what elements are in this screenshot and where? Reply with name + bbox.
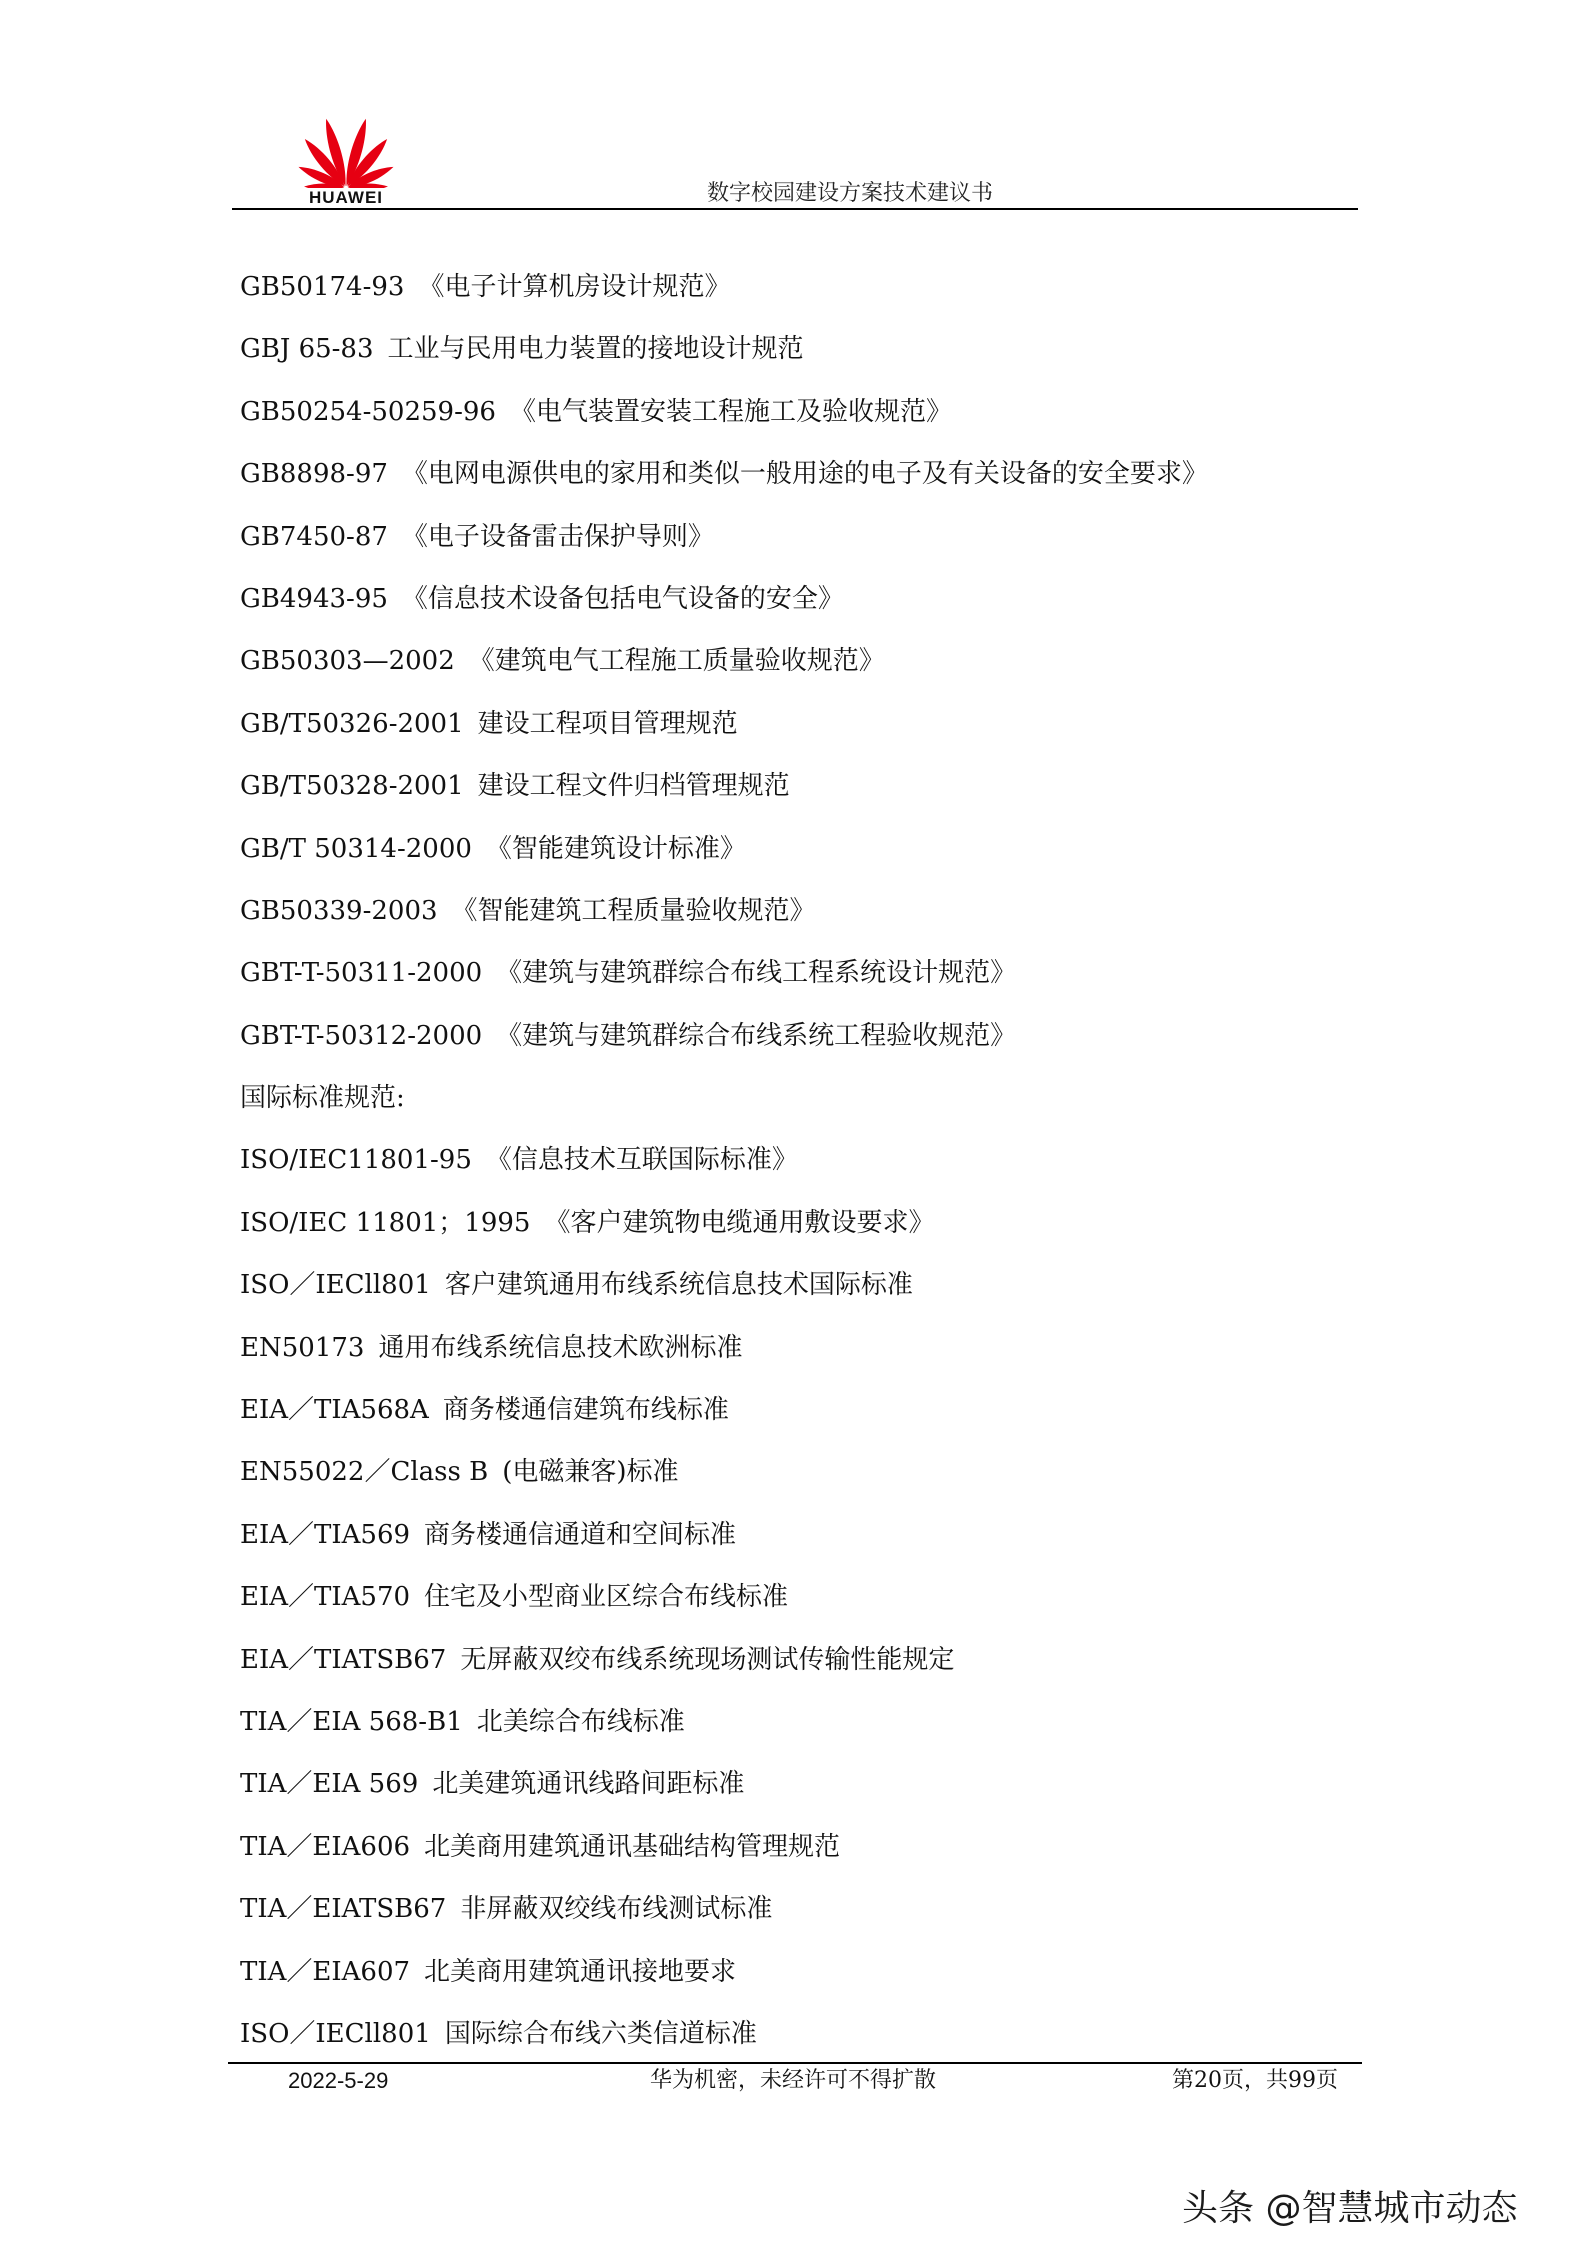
list-item (240, 763, 1350, 825)
list-item (240, 326, 1350, 388)
list-item (240, 1449, 1350, 1511)
standard-name: 商务楼通信建筑布线标准 (442, 1395, 729, 1426)
logo-wordmark: HUAWEI (309, 188, 383, 207)
watermark: 头条 @智慧城市动态 (1182, 2188, 1518, 2229)
list-item (240, 1637, 1350, 1699)
standard-code: ISO／IECll801 (240, 2018, 431, 2049)
standard-code: TIA／EIA606 (240, 1831, 411, 1862)
standard-name: 建设工程项目管理规范 (477, 708, 738, 739)
list-item (240, 1387, 1350, 1449)
list-item (240, 1200, 1350, 1262)
standard-code: EIA／TIA570 (240, 1582, 411, 1613)
standard-name: 北美商用建筑通讯基础结构管理规范 (424, 1831, 841, 1862)
standard-name: 《建筑与建筑群综合布线系统工程验收规范》 (496, 1020, 1017, 1051)
standard-name: 北美商用建筑通讯接地要求 (424, 1956, 737, 1987)
list-item (240, 451, 1350, 513)
list-item (240, 1512, 1350, 1574)
footer-confidential-notice: 华为机密，未经许可不得扩散 (650, 2068, 937, 2093)
header-divider (232, 208, 1358, 210)
standard-code: EIA／TIA569 (240, 1519, 411, 1550)
standard-name: 《电子计算机房设计规范》 (418, 272, 731, 302)
standards-list (240, 264, 1350, 2073)
standard-name: 通用布线系统信息技术欧洲标准 (378, 1332, 743, 1363)
list-item (240, 1699, 1350, 1761)
list-item (240, 701, 1350, 763)
standard-name: 《建筑电气工程施工质量验收规范》 (468, 646, 885, 677)
standard-name: 《电气装置安装工程施工及验收规范》 (509, 396, 952, 427)
standard-code: GB50254-50259-96 (240, 396, 496, 427)
standard-code: GB50339-2003 (240, 895, 438, 926)
standard-name: 《智能建筑工程质量验收规范》 (451, 895, 816, 926)
standard-name: 北美综合布线标准 (476, 1706, 685, 1737)
standard-code: GB/T50328-2001 (240, 771, 464, 802)
standard-code: GB8898-97 (240, 459, 388, 490)
standard-code: EIA／TIATSB67 (240, 1644, 447, 1675)
standard-code: GBT-T-50312-2000 (240, 1020, 483, 1051)
standard-name: 《信息技术互联国际标准》 (485, 1145, 798, 1176)
standard-code: GB50303—2002 (240, 646, 455, 677)
standard-code: TIA／EIA607 (240, 1956, 411, 1987)
list-item (240, 1886, 1350, 1948)
standard-name: 无屏蔽双绞布线系统现场测试传输性能规定 (460, 1644, 955, 1675)
list-item (240, 888, 1350, 950)
standard-name: 《电子设备雷击保护导则》 (401, 521, 714, 552)
standard-name: 客户建筑通用布线系统信息技术国际标准 (444, 1270, 913, 1301)
document-title: 数字校园建设方案技术建议书 (706, 181, 993, 206)
list-item (240, 514, 1350, 576)
standard-code: ISO／IECll801 (240, 1270, 431, 1301)
standard-code: EN50173 (240, 1332, 365, 1363)
standard-name: 《客户建筑物电缆通用敷设要求》 (544, 1207, 935, 1238)
standard-code: GB50174-93 (240, 272, 405, 302)
list-item (240, 950, 1350, 1012)
standard-name: 北美建筑通讯线路间距标准 (432, 1769, 745, 1800)
footer-date: 2022-5-29 (288, 2068, 389, 2093)
standard-code: EIA／TIA568A (240, 1395, 429, 1426)
list-item (240, 826, 1350, 888)
standard-code: GB4943-95 (240, 583, 388, 614)
standard-code: TIA／EIA 569 (240, 1769, 419, 1800)
standard-name: 《智能建筑设计标准》 (485, 833, 746, 864)
standard-code: ISO/IEC 11801；1995 (240, 1207, 531, 1238)
list-item (240, 1137, 1350, 1199)
international-heading: 国际标准规范: (240, 1083, 405, 1114)
standard-name: 工业与民用电力装置的接地设计规范 (387, 334, 804, 365)
list-item (240, 1325, 1350, 1387)
standard-code: GBJ 65-83 (240, 334, 374, 365)
list-item (240, 1949, 1350, 2011)
huawei-petals-icon (296, 112, 396, 188)
list-item (240, 576, 1350, 638)
list-item (240, 1761, 1350, 1823)
standard-code: EN55022／Class B (240, 1457, 489, 1488)
standard-code: GB/T 50314-2000 (240, 833, 472, 864)
standard-code: TIA／EIATSB67 (240, 1894, 447, 1925)
standard-name: 《信息技术设备包括电气设备的安全》 (401, 583, 844, 614)
footer-divider (228, 2062, 1362, 2064)
standard-name: 《电网电源供电的家用和类似一般用途的电子及有关设备的安全要求》 (401, 459, 1208, 490)
standard-code: TIA／EIA 568-B1 (240, 1706, 463, 1737)
section-heading (240, 1075, 1350, 1137)
list-item (240, 638, 1350, 700)
list-item (240, 1574, 1350, 1636)
standard-name: (电磁兼客)标准 (502, 1457, 679, 1488)
list-item (240, 389, 1350, 451)
list-item (240, 1013, 1350, 1075)
list-item (240, 1262, 1350, 1324)
standard-name: 住宅及小型商业区综合布线标准 (424, 1582, 789, 1613)
list-item (240, 264, 1350, 326)
standard-name: 建设工程文件归档管理规范 (477, 771, 790, 802)
standard-code: GB/T50326-2001 (240, 708, 464, 739)
list-item (240, 1824, 1350, 1886)
huawei-logo (296, 112, 396, 208)
footer-page-number: 第20页，共99页 (1172, 2068, 1338, 2093)
standard-name: 非屏蔽双绞线布线测试标准 (460, 1894, 773, 1925)
standard-name: 《建筑与建筑群综合布线工程系统设计规范》 (496, 958, 1017, 989)
standard-code: GBT-T-50311-2000 (240, 958, 483, 989)
standard-name: 国际综合布线六类信道标准 (444, 2018, 757, 2049)
standard-name: 商务楼通信通道和空间标准 (424, 1519, 737, 1550)
standard-code: GB7450-87 (240, 521, 388, 552)
standard-code: ISO/IEC11801-95 (240, 1145, 472, 1176)
